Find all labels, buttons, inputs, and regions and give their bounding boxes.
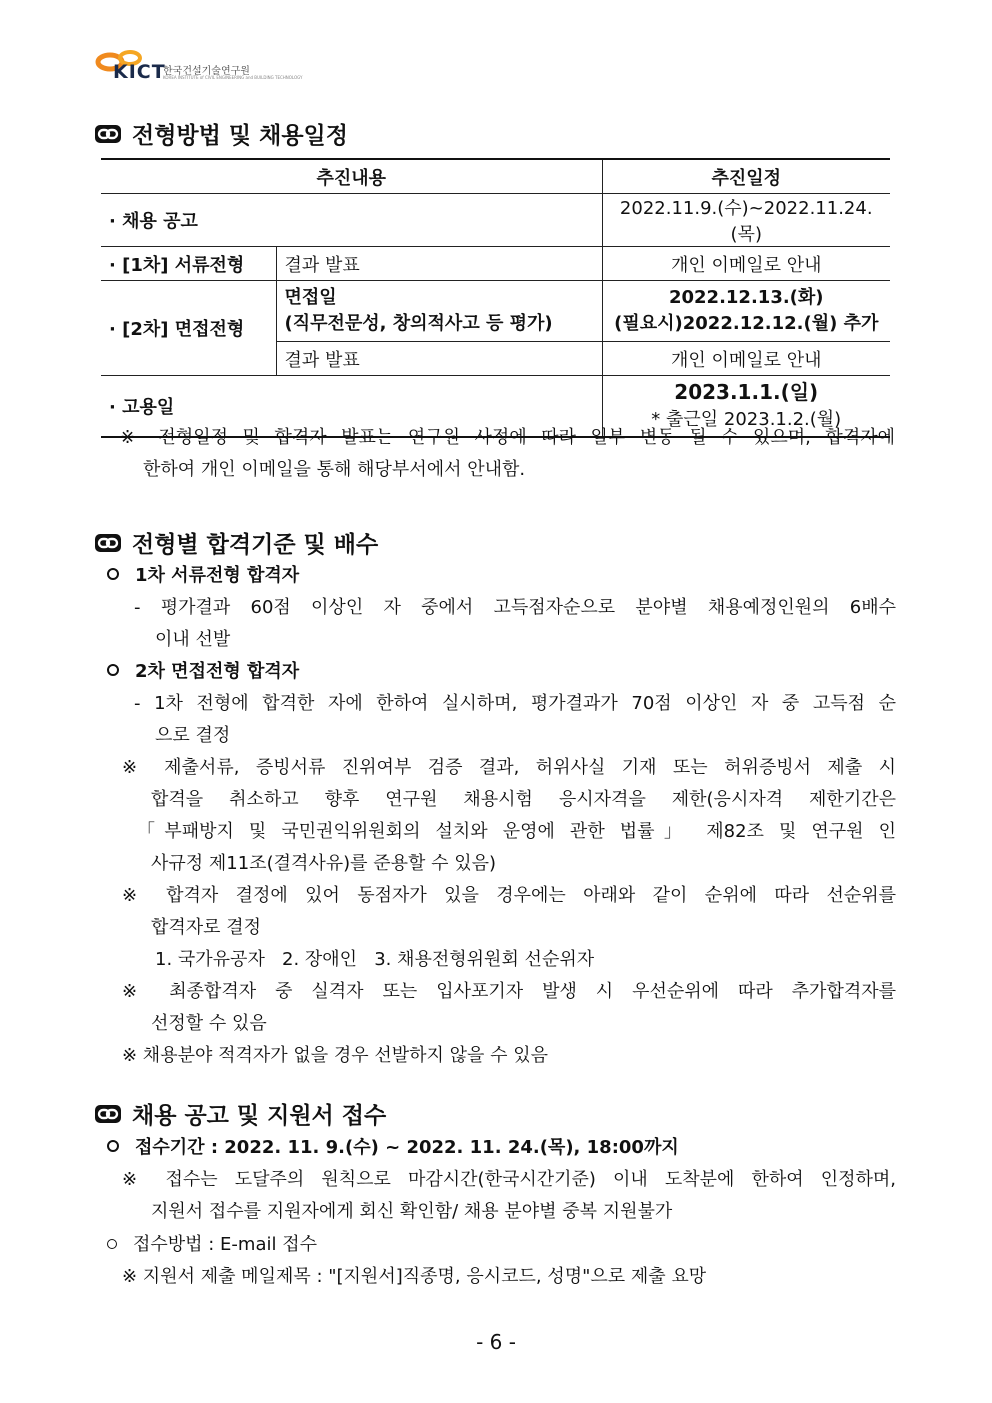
link-icon (94, 124, 122, 144)
interview-day-label: 면접일 (284, 287, 337, 308)
kict-logo (95, 48, 303, 83)
section-heading-application (94, 1097, 386, 1130)
note: ※ 접수는 도달주의 원칙으로 마감시간(한국시간기준) 이내 도착분에 한하여 인정하며, (122, 1169, 896, 1190)
row-date: 개인 이메일로 안내 (602, 247, 890, 281)
row-label: · [1차] 서류전형 (101, 247, 276, 281)
note-cont: 사규정 제11조(결격사유)를 준용할 수 있음) (151, 853, 497, 874)
table-header-row (101, 159, 890, 194)
note-cont: 한하여 개인 이메일을 통해 해당부서에서 안내함. (143, 459, 526, 480)
bullet-text: 1차 서류전형 합격자 (135, 565, 300, 586)
row-date: 개인 이메일로 안내 (602, 342, 890, 376)
row-item (276, 281, 602, 342)
interview-date: 2022.12.13.(화) (668, 287, 824, 308)
schedule-table (101, 158, 890, 438)
row-date (602, 281, 890, 342)
section-title: 전형별 합격기준 및 배수 (132, 532, 379, 558)
sub-item-cont: 이내 선발 (155, 629, 231, 650)
header-date: 추진일정 (602, 159, 890, 194)
org-name: 한국건설기술연구원 (163, 66, 250, 77)
bullet-item (107, 1135, 679, 1161)
note-cont: 지원서 접수를 지원자에게 회신 확인함/ 채용 분야별 중복 지원불가 (151, 1201, 673, 1222)
section-heading-schedule (94, 117, 348, 150)
row-item: 결과 발표 (276, 342, 602, 376)
org-subtitle: KOREA INSTITUTE of CIVIL ENGINEERING and BUILDING TECHNOLOGY (163, 75, 303, 80)
circle-bullet-icon (107, 1140, 119, 1152)
logo-text: KICT (113, 61, 166, 83)
note-cont: 합격을 취소하고 향후 연구원 채용시험 응시자격을 제한(응시자격 제한기간은 (151, 789, 896, 810)
table-row (101, 247, 890, 281)
interview-criteria: (직무전문성, 창의적사고 등 평가) (284, 313, 553, 334)
link-icon (94, 533, 122, 553)
sub-item: - 평가결과 60점 이상인 자 중에서 고득점자순으로 분야별 채용예정인원의 6배수 (134, 597, 896, 618)
bullet-text: 접수방법 : E-mail 접수 (133, 1234, 317, 1255)
section-title: 전형방법 및 채용일정 (132, 123, 348, 149)
note: ※ 전형일정 및 합격자 발표는 연구원 사정에 따라 일부 변동 될 수 있으며, 합격자에 (120, 427, 895, 448)
circle-bullet-icon (107, 1239, 117, 1249)
sub-item: - 1차 전형에 합격한 자에 한하여 실시하며, 평가결과가 70점 이상인 자 중 고득점 순 (134, 693, 896, 714)
row-item: 결과 발표 (276, 247, 602, 281)
start-date: * 출근일 2023.1.2.(월) (651, 409, 842, 430)
note: ※ 최종합격자 중 실격자 또는 입사포기자 발생 시 우선순위에 따라 추가합격자를 (122, 981, 896, 1002)
row-date: 2022.11.9.(수)~2022.11.24.(목) (602, 194, 890, 247)
sub-item-cont: 으로 결정 (155, 725, 231, 746)
circle-bullet-icon (107, 664, 119, 676)
note: ※ 채용분야 적격자가 없을 경우 선발하지 않을 수 있음 (122, 1045, 549, 1066)
note: ※ 지원서 제출 메일제목 : "[지원서]직종명, 응시코드, 성명"으로 제출 요망 (122, 1266, 707, 1287)
section-heading-criteria (94, 526, 378, 559)
table-row (101, 194, 890, 247)
interview-date-extra: (필요시)2022.12.12.(월) 추가 (614, 313, 879, 334)
header-content: 추진내용 (101, 159, 602, 194)
link-icon (94, 1104, 122, 1124)
row-label: · 채용 공고 (101, 194, 602, 247)
section-title: 채용 공고 및 지원서 접수 (132, 1103, 387, 1129)
bullet-item (107, 659, 299, 685)
circle-bullet-icon (107, 568, 119, 580)
employment-date: 2023.1.1.(일) (674, 380, 819, 404)
priority-list: 1. 국가유공자 2. 장애인 3. 채용전형위원회 선순위자 (155, 949, 595, 970)
note-cont: 선정할 수 있음 (151, 1013, 267, 1034)
note: ※ 제출서류, 증빙서류 진위여부 검증 결과, 허위사실 기재 또는 허위증빙서 제출 시 (122, 757, 896, 778)
bullet-text: 접수기간 : 2022. 11. 9.(수) ~ 2022. 11. 24.(목), 18:00까지 (135, 1137, 679, 1158)
note-cont: 합격자로 결정 (151, 917, 262, 938)
page-number: - 6 - (476, 1330, 516, 1354)
table-row (101, 281, 890, 342)
bullet-item (107, 563, 299, 589)
row-label: · 고용일 (101, 376, 602, 438)
note: ※ 합격자 결정에 있어 동점자가 있을 경우에는 아래와 같이 순위에 따라 선순위를 (122, 885, 896, 906)
note-cont: 「부패방지 및 국민권익위원회의 설치와 운영에 관한 법률」 제82조 및 연구원 인 (137, 821, 896, 842)
bullet-text: 2차 면접전형 합격자 (135, 661, 300, 682)
row-label: · [2차] 면접전형 (101, 281, 276, 376)
bullet-item (107, 1232, 317, 1258)
